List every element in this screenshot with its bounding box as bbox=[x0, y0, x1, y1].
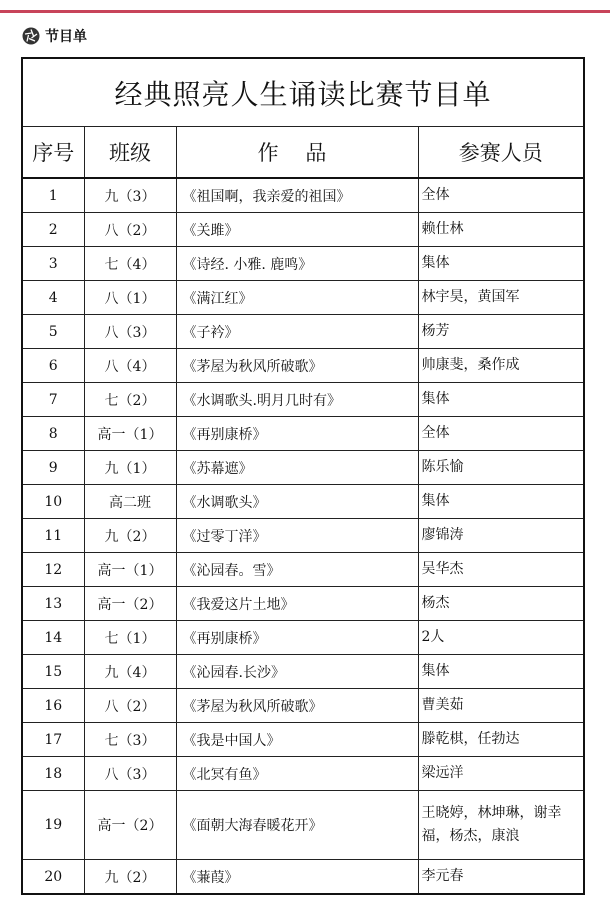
row-number: 6 bbox=[22, 349, 84, 383]
table-row bbox=[22, 178, 584, 213]
row-class: 七（1） bbox=[84, 621, 176, 655]
program-table bbox=[21, 57, 585, 895]
row-participants: 全体 bbox=[418, 417, 584, 451]
row-number: 9 bbox=[22, 451, 84, 485]
row-participants: 吴华杰 bbox=[418, 553, 584, 587]
table-row bbox=[22, 417, 584, 451]
row-participants: 全体 bbox=[418, 178, 584, 213]
row-number: 15 bbox=[22, 655, 84, 689]
column-header-work: 作 品 bbox=[176, 127, 418, 179]
row-work: 《面朝大海春暖花开》 bbox=[176, 791, 418, 860]
row-number: 14 bbox=[22, 621, 84, 655]
row-number: 1 bbox=[22, 178, 84, 213]
row-work: 《茅屋为秋风所破歌》 bbox=[176, 349, 418, 383]
row-work: 《满江红》 bbox=[176, 281, 418, 315]
row-work: 《关雎》 bbox=[176, 213, 418, 247]
top-accent-bar bbox=[0, 10, 610, 13]
row-participants: 集体 bbox=[418, 485, 584, 519]
row-class: 高一（2） bbox=[84, 791, 176, 860]
row-participants: 王晓婷，林坤琳，谢幸福，杨杰，康浪 bbox=[418, 791, 584, 860]
row-participants: 2人 bbox=[418, 621, 584, 655]
table-row bbox=[22, 519, 584, 553]
row-participants: 帅康斐，桑作成 bbox=[418, 349, 584, 383]
row-participants: 杨芳 bbox=[418, 315, 584, 349]
row-participants: 李元春 bbox=[418, 860, 584, 895]
row-participants: 林宇昊，黄国军 bbox=[418, 281, 584, 315]
table-body bbox=[22, 178, 584, 894]
row-work: 《苏幕遮》 bbox=[176, 451, 418, 485]
table-row bbox=[22, 383, 584, 417]
row-class: 八（3） bbox=[84, 757, 176, 791]
row-number: 5 bbox=[22, 315, 84, 349]
row-number: 19 bbox=[22, 791, 84, 860]
row-class: 八（2） bbox=[84, 689, 176, 723]
row-class: 高一（1） bbox=[84, 417, 176, 451]
row-number: 10 bbox=[22, 485, 84, 519]
row-participants: 集体 bbox=[418, 383, 584, 417]
row-class: 高一（2） bbox=[84, 587, 176, 621]
table-row bbox=[22, 553, 584, 587]
row-participants: 赖仕林 bbox=[418, 213, 584, 247]
column-header-participants: 参赛人员 bbox=[418, 127, 584, 179]
aperture-icon bbox=[22, 27, 40, 45]
row-class: 九（3） bbox=[84, 178, 176, 213]
row-class: 八（3） bbox=[84, 315, 176, 349]
row-number: 7 bbox=[22, 383, 84, 417]
section-title: 节目单 bbox=[45, 29, 87, 45]
table-row bbox=[22, 689, 584, 723]
row-participants: 曹美茹 bbox=[418, 689, 584, 723]
column-header-num: 序号 bbox=[22, 127, 84, 179]
table-row bbox=[22, 247, 584, 281]
row-number: 8 bbox=[22, 417, 84, 451]
row-number: 17 bbox=[22, 723, 84, 757]
row-number: 12 bbox=[22, 553, 84, 587]
row-participants: 陈乐愉 bbox=[418, 451, 584, 485]
row-work: 《水调歌头》 bbox=[176, 485, 418, 519]
row-work: 《蒹葭》 bbox=[176, 860, 418, 895]
row-number: 11 bbox=[22, 519, 84, 553]
row-class: 九（4） bbox=[84, 655, 176, 689]
row-work: 《子衿》 bbox=[176, 315, 418, 349]
row-class: 高一（1） bbox=[84, 553, 176, 587]
row-number: 3 bbox=[22, 247, 84, 281]
row-class: 八（1） bbox=[84, 281, 176, 315]
row-number: 20 bbox=[22, 860, 84, 895]
table-row bbox=[22, 791, 584, 860]
table-row bbox=[22, 621, 584, 655]
column-header-class: 班级 bbox=[84, 127, 176, 179]
row-work: 《沁园春。雪》 bbox=[176, 553, 418, 587]
table-row bbox=[22, 655, 584, 689]
row-number: 2 bbox=[22, 213, 84, 247]
row-work: 《过零丁洋》 bbox=[176, 519, 418, 553]
row-number: 16 bbox=[22, 689, 84, 723]
row-participants: 梁远洋 bbox=[418, 757, 584, 791]
table-row bbox=[22, 485, 584, 519]
row-participants: 集体 bbox=[418, 247, 584, 281]
table-row bbox=[22, 315, 584, 349]
table-row bbox=[22, 451, 584, 485]
row-work: 《北冥有鱼》 bbox=[176, 757, 418, 791]
table-title: 经典照亮人生诵读比赛节目单 bbox=[22, 58, 584, 127]
table-row bbox=[22, 723, 584, 757]
table-row bbox=[22, 281, 584, 315]
row-work: 《我是中国人》 bbox=[176, 723, 418, 757]
row-class: 高二班 bbox=[84, 485, 176, 519]
row-work: 《祖国啊，我亲爱的祖国》 bbox=[176, 178, 418, 213]
table-row bbox=[22, 213, 584, 247]
table-row bbox=[22, 757, 584, 791]
row-class: 九（2） bbox=[84, 519, 176, 553]
row-work: 《再别康桥》 bbox=[176, 417, 418, 451]
row-work: 《诗经. 小雅. 鹿鸣》 bbox=[176, 247, 418, 281]
section-header bbox=[22, 25, 87, 47]
row-number: 13 bbox=[22, 587, 84, 621]
row-work: 《我爱这片土地》 bbox=[176, 587, 418, 621]
table-row bbox=[22, 860, 584, 895]
row-class: 八（4） bbox=[84, 349, 176, 383]
table-row bbox=[22, 587, 584, 621]
row-number: 18 bbox=[22, 757, 84, 791]
row-work: 《水调歌头.明月几时有》 bbox=[176, 383, 418, 417]
row-class: 八（2） bbox=[84, 213, 176, 247]
row-work: 《茅屋为秋风所破歌》 bbox=[176, 689, 418, 723]
row-participants: 廖锦涛 bbox=[418, 519, 584, 553]
row-number: 4 bbox=[22, 281, 84, 315]
row-class: 九（2） bbox=[84, 860, 176, 895]
row-class: 九（1） bbox=[84, 451, 176, 485]
row-class: 七（2） bbox=[84, 383, 176, 417]
row-class: 七（4） bbox=[84, 247, 176, 281]
row-participants: 杨杰 bbox=[418, 587, 584, 621]
row-participants: 集体 bbox=[418, 655, 584, 689]
row-class: 七（3） bbox=[84, 723, 176, 757]
row-work: 《再别康桥》 bbox=[176, 621, 418, 655]
row-work: 《沁园春.长沙》 bbox=[176, 655, 418, 689]
row-participants: 滕乾棋，任勃达 bbox=[418, 723, 584, 757]
table-row bbox=[22, 349, 584, 383]
